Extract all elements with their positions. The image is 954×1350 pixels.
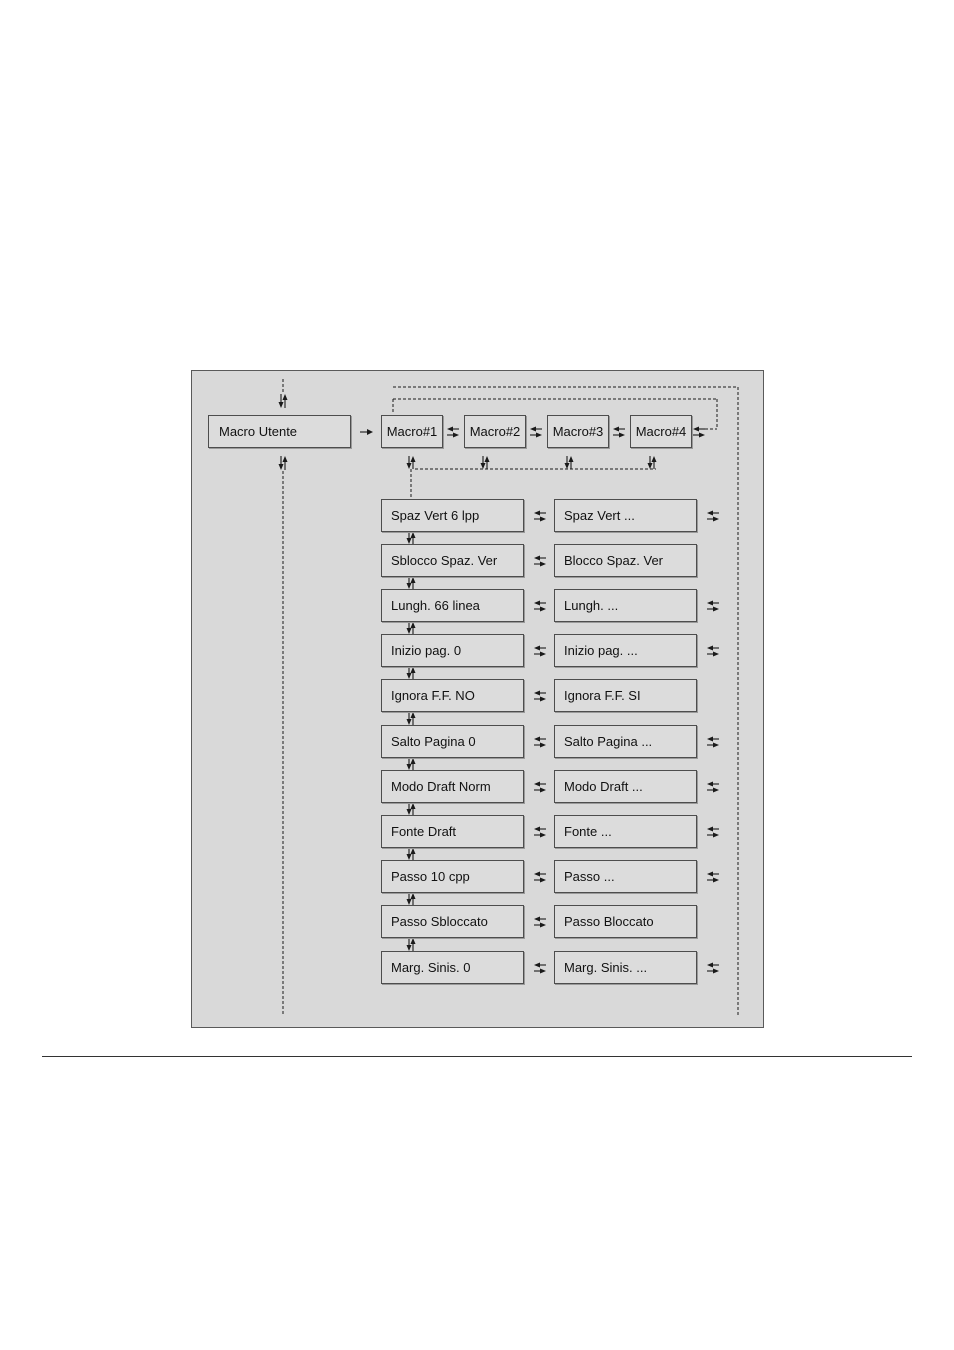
setting-alternative-7: Modo Draft ... xyxy=(554,770,697,803)
macro-node-2: Macro#2 xyxy=(464,415,526,448)
setting-cycle-arrows-6 xyxy=(707,737,719,748)
macro4-loop-arrows xyxy=(693,427,705,438)
setting-default-2: Sblocco Spaz. Ver xyxy=(381,544,524,577)
setting-swap-arrows-5 xyxy=(534,691,546,702)
root-bottom-updown-arrows xyxy=(279,456,288,470)
setting-default-4: Inizio pag. 0 xyxy=(381,634,524,667)
setting-default-7: Modo Draft Norm xyxy=(381,770,524,803)
setting-alternative-4: Inizio pag. ... xyxy=(554,634,697,667)
setting-default-8: Fonte Draft xyxy=(381,815,524,848)
macro-updown-arrows-4 xyxy=(648,456,657,469)
settings-updown-arrows-3 xyxy=(407,622,416,634)
macro-node-3: Macro#3 xyxy=(547,415,609,448)
settings-updown-arrows-2 xyxy=(407,577,416,589)
settings-updown-arrows-5 xyxy=(407,712,416,725)
settings-updown-arrows-7 xyxy=(407,803,416,815)
settings-updown-arrows-6 xyxy=(407,758,416,770)
setting-alternative-3: Lungh. ... xyxy=(554,589,697,622)
setting-default-11: Marg. Sinis. 0 xyxy=(381,951,524,984)
setting-alternative-11: Marg. Sinis. ... xyxy=(554,951,697,984)
menu-flow-diagram xyxy=(191,370,764,1028)
setting-default-10: Passo Sbloccato xyxy=(381,905,524,938)
setting-cycle-arrows-8 xyxy=(707,827,719,838)
setting-alternative-5: Ignora F.F. SI xyxy=(554,679,697,712)
setting-swap-arrows-7 xyxy=(534,782,546,793)
setting-default-9: Passo 10 cpp xyxy=(381,860,524,893)
root-node-macro-utente: Macro Utente xyxy=(208,415,351,448)
setting-swap-arrows-4 xyxy=(534,646,546,657)
setting-default-6: Salto Pagina 0 xyxy=(381,725,524,758)
setting-cycle-arrows-9 xyxy=(707,872,719,883)
setting-alternative-2: Blocco Spaz. Ver xyxy=(554,544,697,577)
setting-cycle-arrows-3 xyxy=(707,601,719,612)
setting-default-5: Ignora F.F. NO xyxy=(381,679,524,712)
setting-swap-arrows-1 xyxy=(534,511,546,522)
setting-alternative-9: Passo ... xyxy=(554,860,697,893)
macro-node-1: Macro#1 xyxy=(381,415,443,448)
setting-cycle-arrows-7 xyxy=(707,782,719,793)
settings-updown-arrows-4 xyxy=(407,667,416,679)
setting-cycle-arrows-1 xyxy=(707,511,719,522)
macro-node-4: Macro#4 xyxy=(630,415,692,448)
page-divider xyxy=(42,1056,912,1057)
setting-cycle-arrows-4 xyxy=(707,646,719,657)
setting-swap-arrows-3 xyxy=(534,601,546,612)
setting-swap-arrows-2 xyxy=(534,556,546,567)
root-top-updown-arrows xyxy=(279,394,288,408)
setting-swap-arrows-11 xyxy=(534,963,546,974)
setting-default-3: Lungh. 66 linea xyxy=(381,589,524,622)
root-to-macro-arrow xyxy=(367,429,373,435)
setting-default-1: Spaz Vert 6 lpp xyxy=(381,499,524,532)
setting-alternative-6: Salto Pagina ... xyxy=(554,725,697,758)
setting-cycle-arrows-11 xyxy=(707,963,719,974)
macro-swap-arrows-3 xyxy=(613,427,625,438)
macro-updown-arrows-3 xyxy=(565,456,574,469)
setting-swap-arrows-6 xyxy=(534,737,546,748)
setting-swap-arrows-9 xyxy=(534,872,546,883)
settings-updown-arrows-10 xyxy=(407,938,416,951)
setting-swap-arrows-10 xyxy=(534,917,546,928)
setting-alternative-8: Fonte ... xyxy=(554,815,697,848)
macro-swap-arrows-1 xyxy=(447,427,459,438)
macro-updown-arrows-1 xyxy=(407,456,416,469)
setting-swap-arrows-8 xyxy=(534,827,546,838)
setting-alternative-10: Passo Bloccato xyxy=(554,905,697,938)
settings-updown-arrows-8 xyxy=(407,848,416,860)
setting-alternative-1: Spaz Vert ... xyxy=(554,499,697,532)
settings-updown-arrows-1 xyxy=(407,532,416,544)
macro-swap-arrows-2 xyxy=(530,427,542,438)
settings-updown-arrows-9 xyxy=(407,893,416,905)
macro-updown-arrows-2 xyxy=(481,456,490,469)
